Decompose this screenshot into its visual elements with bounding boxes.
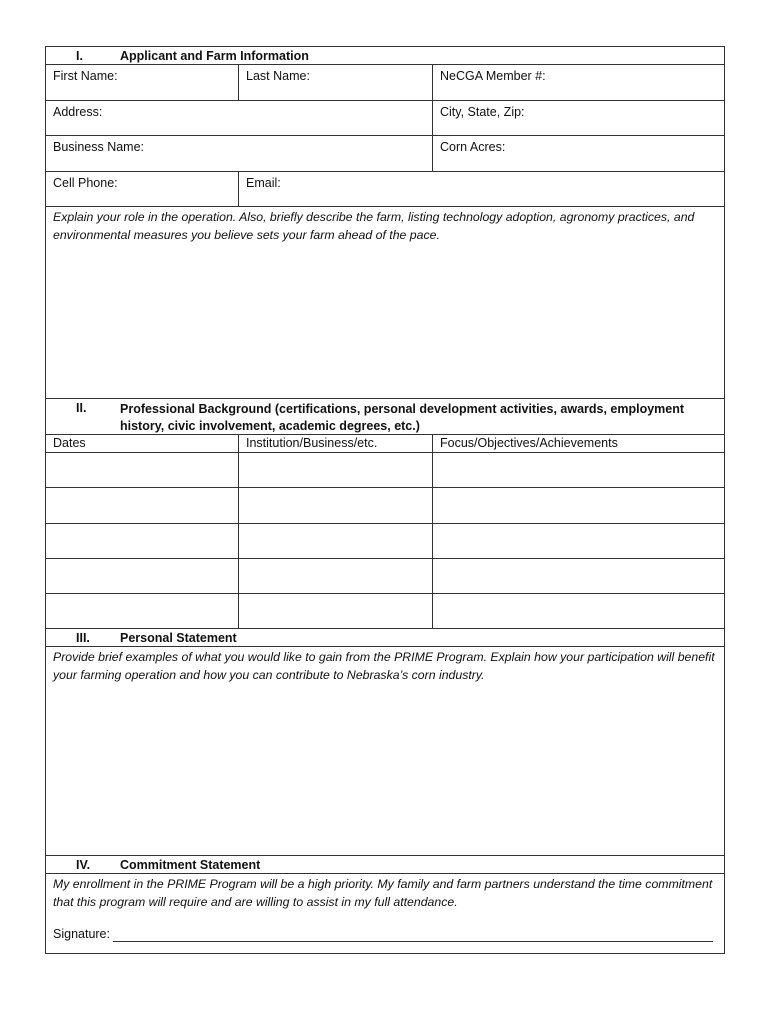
- section-1-title: Applicant and Farm Information: [120, 49, 309, 63]
- col-dates-label: Dates: [53, 436, 86, 450]
- commitment-statement: My enrollment in the PRIME Program will be a high priority. My family and farm partners understand the time commitment that this program will require and are willing to assist in my full attendance.: [53, 877, 713, 909]
- section-3-header: [46, 629, 724, 647]
- col-focus-label: Focus/Objectives/Achievements: [440, 436, 618, 450]
- section-2-header: [46, 399, 724, 435]
- institution-cell[interactable]: [239, 559, 433, 593]
- col-dates: [46, 435, 239, 452]
- section-4-title: Commitment Statement: [120, 858, 261, 872]
- email-label: Email:: [246, 176, 281, 190]
- dates-cell[interactable]: [46, 594, 239, 628]
- cell-phone-label: Cell Phone:: [53, 176, 118, 190]
- personal-statement-prompt: Provide brief examples of what you would like to gain from the PRIME Program. Explain how your participation will benefit your farming operation and how you can contribute to Nebraska’s corn industry.: [53, 650, 715, 682]
- section-1-number: I.: [76, 49, 83, 63]
- section-4-number: IV.: [76, 858, 91, 872]
- section-2-title: Professional Background (certifications, personal development activities, awards, employment history, civic involvement, academic degrees, etc.): [120, 402, 685, 433]
- dates-cell[interactable]: [46, 559, 239, 593]
- focus-cell[interactable]: [433, 594, 724, 628]
- focus-cell[interactable]: [433, 453, 724, 487]
- first-name-label: First Name:: [53, 69, 118, 83]
- signature-label: Signature:: [53, 927, 110, 941]
- institution-cell[interactable]: [239, 453, 433, 487]
- contact-row: [46, 172, 724, 207]
- application-form: [45, 46, 725, 954]
- email-field[interactable]: [239, 172, 724, 206]
- business-row: [46, 136, 724, 172]
- section-4-header: [46, 856, 724, 874]
- name-row: [46, 65, 724, 101]
- last-name-field[interactable]: [239, 65, 433, 100]
- background-table-header: [46, 435, 724, 453]
- table-row: [46, 559, 724, 594]
- signature-line[interactable]: [113, 941, 713, 942]
- table-row: [46, 594, 724, 629]
- business-name-field[interactable]: [46, 136, 433, 171]
- farm-description-prompt: Explain your role in the operation. Also, briefly describe the farm, listing technology adoption, agronomy practices, and environmental measures you believe sets your farm ahead of the pace.: [53, 210, 695, 242]
- member-number-field[interactable]: [433, 65, 724, 100]
- section-1-header: [46, 47, 724, 65]
- dates-cell[interactable]: [46, 488, 239, 523]
- col-institution: [239, 435, 433, 452]
- farm-description-area[interactable]: [46, 207, 724, 399]
- dates-cell[interactable]: [46, 453, 239, 487]
- address-row: [46, 101, 724, 136]
- focus-cell[interactable]: [433, 524, 724, 558]
- commitment-area: [46, 874, 724, 953]
- institution-cell[interactable]: [239, 488, 433, 523]
- section-3-number: III.: [76, 631, 90, 645]
- dates-cell[interactable]: [46, 524, 239, 558]
- section-2-number: II.: [76, 401, 87, 415]
- member-number-label: NeCGA Member #:: [440, 69, 546, 83]
- corn-acres-field[interactable]: [433, 136, 724, 171]
- first-name-field[interactable]: [46, 65, 239, 100]
- col-institution-label: Institution/Business/etc.: [246, 436, 378, 450]
- institution-cell[interactable]: [239, 524, 433, 558]
- personal-statement-area[interactable]: [46, 647, 724, 856]
- focus-cell[interactable]: [433, 488, 724, 523]
- table-row: [46, 453, 724, 488]
- table-row: [46, 524, 724, 559]
- last-name-label: Last Name:: [246, 69, 310, 83]
- table-row: [46, 488, 724, 524]
- city-state-zip-field[interactable]: [433, 101, 724, 135]
- col-focus: [433, 435, 724, 452]
- address-field[interactable]: [46, 101, 433, 135]
- cell-phone-field[interactable]: [46, 172, 239, 206]
- focus-cell[interactable]: [433, 559, 724, 593]
- address-label: Address:: [53, 105, 103, 119]
- corn-acres-label: Corn Acres:: [440, 140, 506, 154]
- institution-cell[interactable]: [239, 594, 433, 628]
- city-state-zip-label: City, State, Zip:: [440, 105, 525, 119]
- section-3-title: Personal Statement: [120, 631, 237, 645]
- business-name-label: Business Name:: [53, 140, 145, 154]
